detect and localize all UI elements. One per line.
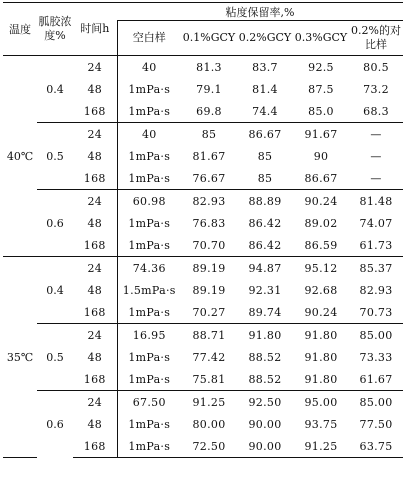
value-cell: 91.80 [237,324,293,347]
time-cell: 24 [73,257,117,280]
value-cell: 1mPa·s [117,435,181,458]
time-cell: 24 [73,56,117,79]
value-cell: 1mPa·s [117,78,181,100]
value-cell: 91.25 [293,435,349,458]
value-cell: 88.52 [248,350,282,364]
value-cell: 1mPa·s [117,100,181,123]
header-col-blank: 空白样 [117,21,181,56]
value-cell: 86.67 [237,123,293,146]
value-cell: 81.67 [192,149,226,163]
value-cell: 92.50 [237,391,293,414]
value-cell: 85.00 [349,324,403,347]
value-cell: 89.02 [304,216,338,230]
value-cell: 1mPa·s [117,346,181,368]
time-cell: 48 [87,283,103,297]
header-time: 时间h [73,3,117,56]
value-cell: 87.5 [308,82,334,96]
value-cell: 82.93 [181,190,237,213]
value-cell: 85.00 [349,391,403,414]
value-cell: 95.12 [293,257,349,280]
header-col-comparison: 0.2%的对比样 [351,24,401,51]
value-cell: 85 [181,123,237,146]
value-cell: 40 [117,123,181,146]
table-row [3,257,403,280]
value-cell: 63.75 [349,435,403,458]
value-cell: 80.5 [349,56,403,79]
table-row [3,56,403,79]
concentration-cell: 0.5 [37,324,73,391]
value-cell: 68.3 [363,104,389,118]
value-cell: 76.67 [192,171,226,185]
concentration-cell: 0.5 [37,123,73,190]
value-cell: 85 [257,171,273,185]
value-cell: 90.24 [293,190,349,213]
value-cell: 93.75 [304,417,338,431]
value-cell: 89.74 [248,305,282,319]
value-cell: 69.8 [196,104,222,118]
value-cell: 16.95 [117,324,181,347]
value-cell: 1mPa·s [117,413,181,435]
concentration-cell: 0.4 [37,56,73,123]
table-row [3,391,403,414]
value-cell: 90.00 [237,435,293,458]
value-cell: 89.19 [181,257,237,280]
time-cell: 168 [83,238,106,252]
value-cell: 70.73 [359,305,393,319]
value-cell: 1mPa·s [117,301,181,324]
value-cell: 73.33 [359,350,393,364]
table-row [3,190,403,213]
value-cell: 91.80 [304,350,338,364]
value-cell: 91.80 [293,324,349,347]
value-cell: 80.00 [192,417,226,431]
value-cell: 1mPa·s [117,167,181,190]
value-cell: 74.36 [117,257,181,280]
value-cell: 88.52 [248,372,282,386]
value-cell: 94.87 [237,257,293,280]
value-cell: 77.50 [359,417,393,431]
value-cell: 88.89 [237,190,293,213]
value-cell: 72.50 [181,435,237,458]
time-cell: 168 [73,435,117,458]
time-cell: 48 [87,350,103,364]
value-cell: 82.93 [359,283,393,297]
value-cell: — [370,171,382,185]
value-cell: 1mPa·s [117,368,181,391]
value-cell: 75.81 [192,372,226,386]
value-cell: 90.00 [248,417,282,431]
time-cell: 48 [87,417,103,431]
value-cell: 90 [313,149,329,163]
value-cell: — [370,149,382,163]
value-cell: 86.42 [248,216,282,230]
value-cell: 92.5 [293,56,349,79]
value-cell: 60.98 [117,190,181,213]
concentration-cell: 0.4 [37,257,73,324]
value-cell: 74.4 [252,104,278,118]
header-temperature: 温度 [3,3,37,56]
value-cell: 90.24 [304,305,338,319]
time-cell: 168 [83,305,106,319]
table-row [3,123,403,146]
value-cell: 81.48 [349,190,403,213]
value-cell: 1mPa·s [117,145,181,167]
time-cell: 48 [87,216,103,230]
table-row [3,324,403,347]
value-cell: 40 [117,56,181,79]
header-col-gcy-0-3: 0.3%GCY [294,31,348,44]
value-cell: 77.42 [192,350,226,364]
value-cell: 85 [257,149,273,163]
value-cell: 70.70 [192,238,226,252]
concentration-cell: 0.6 [37,391,73,458]
value-cell: — [349,123,403,146]
time-cell: 168 [83,372,106,386]
value-cell: 95.00 [293,391,349,414]
value-cell: 91.25 [181,391,237,414]
value-cell: 81.4 [252,82,278,96]
value-cell: 1mPa·s [117,234,181,257]
time-cell: 24 [73,190,117,213]
value-cell: 70.27 [192,305,226,319]
value-cell: 92.68 [304,283,338,297]
value-cell: 85.37 [349,257,403,280]
value-cell: 85.0 [308,104,334,118]
value-cell: 81.3 [181,56,237,79]
time-cell: 24 [73,391,117,414]
concentration-cell: 0.6 [37,190,73,257]
value-cell: 74.07 [359,216,393,230]
value-cell: 88.71 [181,324,237,347]
value-cell: 91.80 [304,372,338,386]
time-cell: 48 [87,82,103,96]
value-cell: 91.67 [293,123,349,146]
value-cell: 92.31 [248,283,282,297]
time-cell: 48 [87,149,103,163]
header-col-gcy-0-1: 0.1%GCY [182,31,236,44]
value-cell: 86.59 [304,238,338,252]
value-cell: 89.19 [192,283,226,297]
value-cell: 86.67 [304,171,338,185]
value-cell: 1.5mPa·s [117,279,181,301]
time-cell: 168 [83,171,106,185]
value-cell: 79.1 [196,82,222,96]
value-cell: 61.73 [359,238,393,252]
value-cell: 83.7 [237,56,293,79]
temperature-cell: 35℃ [3,257,37,458]
header-group-retention: 粘度保留率,% [117,3,403,21]
header-col-gcy-0-2: 0.2%GCY [238,31,292,44]
value-cell: 67.50 [117,391,181,414]
header-concentration: 胍胶浓度% [37,3,73,56]
time-cell: 24 [73,324,117,347]
value-cell: 73.2 [363,82,389,96]
value-cell: 76.83 [192,216,226,230]
value-cell: 61.67 [359,372,393,386]
value-cell: 86.42 [248,238,282,252]
temperature-cell: 40℃ [3,56,37,257]
time-cell: 24 [73,123,117,146]
value-cell: 1mPa·s [117,212,181,234]
viscosity-retention-table [3,2,403,458]
time-cell: 168 [83,104,106,118]
